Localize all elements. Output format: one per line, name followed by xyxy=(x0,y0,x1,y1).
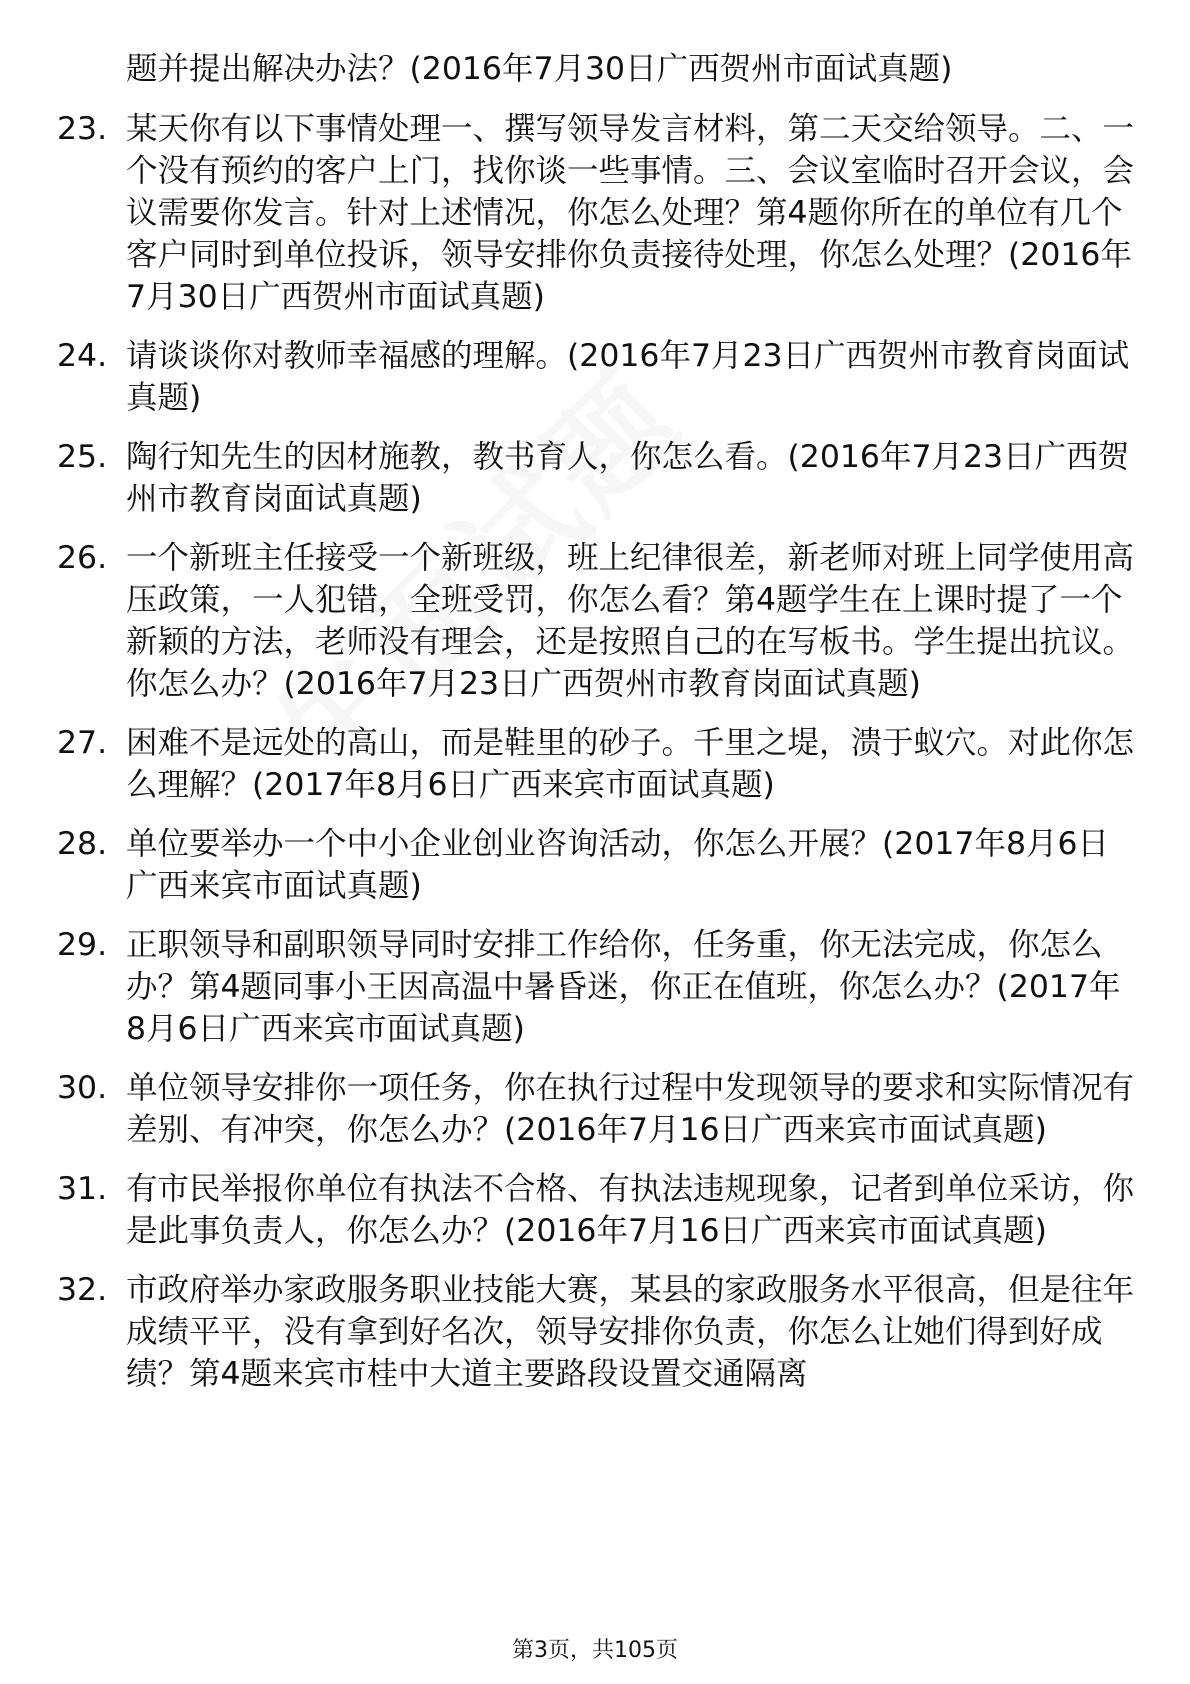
question-item-26 xyxy=(57,537,1137,705)
question-number: 24. xyxy=(57,338,108,374)
question-item-25 xyxy=(57,436,1137,520)
question-item-29 xyxy=(57,924,1137,1050)
question-item-28 xyxy=(57,823,1137,907)
question-item-31 xyxy=(57,1168,1137,1252)
question-text: 困难不是远处的高山，而是鞋里的砂子。千里之堤，溃于蚁穴。对此你怎么理解？(2017年8月6日广西来宾市面试真题) xyxy=(126,725,1135,803)
question-number: 30. xyxy=(57,1070,108,1106)
question-text: 单位要举办一个中小企业创业咨询活动，你怎么开展？(2017年8月6日广西来宾市面试真题) xyxy=(126,826,1110,904)
question-number: 25. xyxy=(57,439,108,475)
question-number: 31. xyxy=(57,1171,108,1207)
question-number: 23. xyxy=(57,111,108,147)
question-text: 正职领导和副职领导同时安排工作给你，任务重，你无法完成，你怎么办？第4题同事小王因高温中暑昏迷，你正在值班，你怎么办？(2017年8月6日广西来宾市面试真题) xyxy=(126,927,1121,1047)
question-text: 有市民举报你单位有执法不合格、有执法违规现象，记者到单位采访，你是此事负责人，你怎么办？(2016年7月16日广西来宾市面试真题) xyxy=(126,1171,1135,1249)
question-text: 一个新班主任接受一个新班级，班上纪律很差，新老师对班上同学使用高压政策，一人犯错，全班受罚，你怎么看？第4题学生在上课时提了一个新颖的方法，老师没有理会，还是按照自己的在写板书。学生提出抗议。你怎么办？(2016年7月23日广西贺州市教育岗面试真题) xyxy=(126,540,1135,702)
question-number: 29. xyxy=(57,927,108,963)
page-footer: 第3页，共105页 xyxy=(512,1638,678,1663)
question-text: 陶行知先生的因材施教，教书育人，你怎么看。(2016年7月23日广西贺州市教育岗面试真题) xyxy=(126,439,1130,517)
question-item-30 xyxy=(57,1067,1137,1151)
question-item-23 xyxy=(57,108,1137,318)
question-text: 单位领导安排你一项任务，你在执行过程中发现领导的要求和实际情况有差别、有冲突，你怎么办？(2016年7月16日广西来宾市面试真题) xyxy=(126,1070,1135,1148)
question-number: 32. xyxy=(57,1272,108,1308)
continued-question-text: 题并提出解决办法？(2016年7月30日广西贺州市面试真题) xyxy=(126,51,953,87)
question-number: 28. xyxy=(57,826,108,862)
question-text: 市政府举办家政服务职业技能大赛，某县的家政服务水平很高，但是往年成绩平平，没有拿到好名次，领导安排你负责，你怎么让她们得到好成绩？第4题来宾市桂中大道主要路段设置交通隔离 xyxy=(126,1272,1135,1392)
question-text: 某天你有以下事情处理一、撰写领导发言材料，第二天交给领导。二、一个没有预约的客户上门，找你谈一些事情。三、会议室临时召开会议，会议需要你发言。针对上述情况，你怎么处理？第4题你所在的单位有几个客户同时到单位投诉，领导安排你负责接待处理，你怎么处理？(2016年7月30日广西贺州市面试真题) xyxy=(126,111,1135,315)
question-number: 26. xyxy=(57,540,108,576)
question-number: 27. xyxy=(57,725,108,761)
question-item-32 xyxy=(57,1269,1137,1395)
question-item-27 xyxy=(57,722,1137,806)
question-text: 请谈谈你对教师幸福感的理解。(2016年7月23日广西贺州市教育岗面试真题) xyxy=(126,338,1130,416)
question-item-24 xyxy=(57,335,1137,419)
question-list xyxy=(57,48,1137,1412)
